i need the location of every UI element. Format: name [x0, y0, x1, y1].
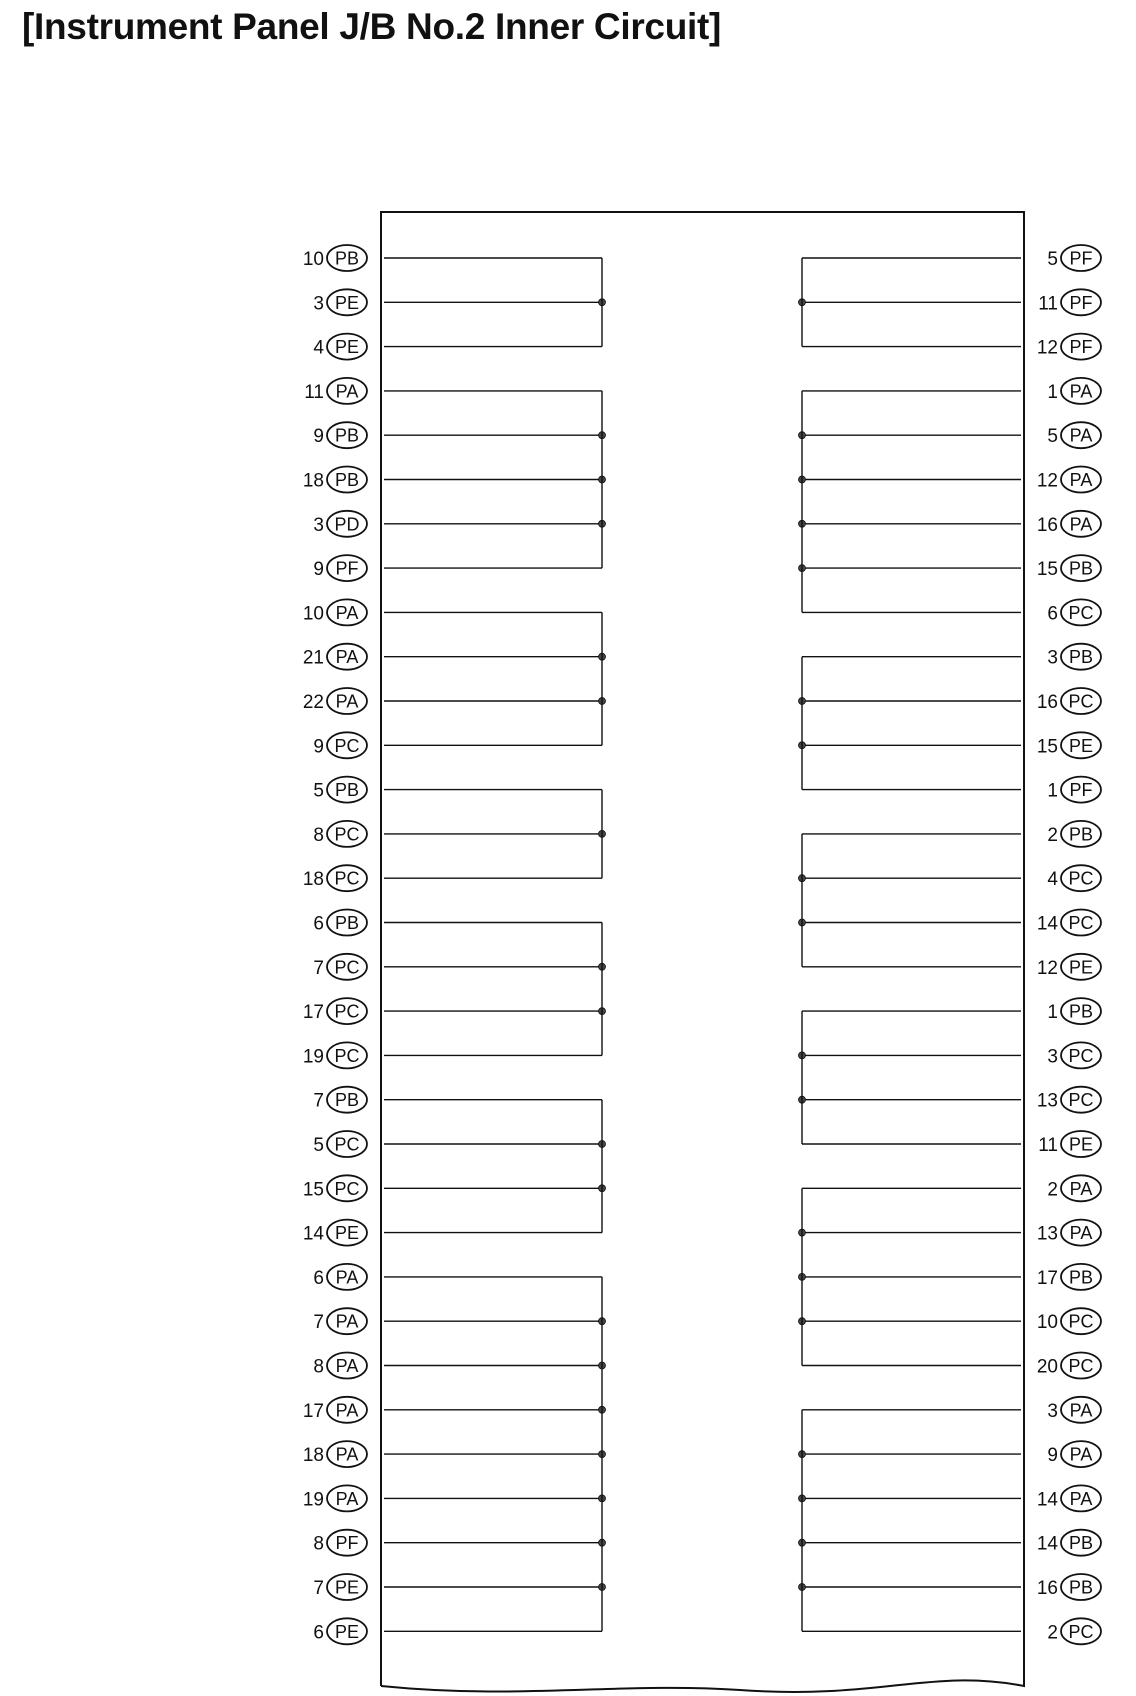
left-pin-11: [313, 732, 367, 758]
left-pin-0: [303, 245, 367, 271]
connector-code: PA: [1069, 1444, 1093, 1465]
pin-number: 6: [313, 1622, 324, 1644]
left-pin-6: [313, 511, 367, 537]
right-pin-3: [1047, 378, 1101, 404]
right-pin-29: [1037, 1530, 1101, 1556]
pin-number: 12: [1036, 957, 1058, 979]
left-pin-27: [303, 1441, 367, 1467]
connector-code: PC: [1068, 913, 1094, 933]
pin-number: 7: [313, 1578, 324, 1599]
connector-code: PA: [335, 381, 359, 402]
pin-number: 13: [1036, 1090, 1058, 1112]
pin-number: 18: [302, 470, 324, 492]
right-pin-31: [1047, 1618, 1101, 1644]
right-pin-27: [1047, 1441, 1101, 1467]
connector-code: PB: [1068, 1533, 1094, 1554]
right-pin-12: [1047, 777, 1101, 803]
left-pin-23: [313, 1264, 367, 1290]
connector-code: PB: [334, 470, 360, 490]
connector-code: PA: [1069, 381, 1093, 402]
right-pin-10: [1037, 688, 1101, 714]
connector-code: PB: [334, 248, 360, 269]
pin-number: 9: [313, 426, 324, 448]
connector-code: PC: [1068, 1621, 1094, 1642]
left-pin-24: [313, 1308, 367, 1334]
connector-code: PE: [1068, 957, 1094, 978]
pin-number: 1: [1047, 381, 1058, 403]
pin-number: 12: [1036, 470, 1058, 492]
connector-code: PE: [334, 337, 360, 358]
pin-number: 22: [302, 692, 324, 713]
connector-code: PF: [1069, 780, 1093, 801]
pin-number: 3: [1047, 1046, 1058, 1068]
right-pin-21: [1047, 1175, 1101, 1201]
pin-number: 7: [313, 1090, 324, 1112]
left-pin-26: [303, 1397, 367, 1423]
connector-code: PA: [335, 1356, 359, 1376]
connector-code: PB: [1068, 1001, 1094, 1022]
pin-number: 1: [1047, 1002, 1058, 1024]
connector-code: PC: [334, 1045, 360, 1066]
pin-number: 5: [313, 1135, 324, 1156]
pin-number: 20: [1036, 1356, 1058, 1378]
connector-code: PB: [334, 1090, 360, 1111]
connector-code: PC: [1068, 868, 1094, 889]
connector-code: PB: [1068, 824, 1094, 845]
page-title: [Instrument Panel J/B No.2 Inner Circuit]: [22, 6, 722, 47]
pin-number: 19: [302, 1046, 324, 1068]
left-pin-28: [303, 1485, 367, 1511]
left-pin-20: [313, 1131, 367, 1157]
connector-code: PA: [335, 1488, 359, 1509]
left-pin-3: [304, 378, 367, 404]
pin-number: 12: [1036, 337, 1058, 359]
left-pin-19: [313, 1087, 367, 1113]
right-pin-24: [1037, 1308, 1101, 1334]
right-circuit-group-5: [799, 1188, 1022, 1365]
connector-code: PF: [1069, 292, 1093, 313]
pin-number: 17: [1036, 1267, 1058, 1289]
right-pin-26: [1047, 1397, 1101, 1423]
right-pin-1: [1038, 289, 1101, 315]
right-pin-7: [1037, 555, 1101, 581]
right-pin-11: [1037, 732, 1101, 758]
left-circuit-group-6: [384, 1277, 606, 1631]
right-pin-30: [1037, 1574, 1101, 1600]
left-pin-29: [313, 1530, 367, 1556]
connector-code: PA: [1069, 425, 1093, 446]
left-pin-2: [313, 334, 367, 360]
pin-number: 17: [302, 1400, 324, 1422]
pin-number: 14: [1036, 1489, 1058, 1511]
left-pin-13: [313, 821, 367, 847]
right-circuit-group-0: [799, 258, 1022, 347]
connector-code: PC: [334, 1134, 360, 1155]
pins-layer: [303, 245, 1101, 1644]
pin-number: 6: [313, 913, 324, 935]
connector-code: PC: [334, 735, 360, 756]
pin-number: 3: [1047, 647, 1058, 669]
connector-code: PE: [1068, 1134, 1094, 1155]
pin-number: 5: [1047, 249, 1058, 270]
right-pin-14: [1047, 865, 1101, 891]
junction-block-outline: [381, 212, 1024, 1692]
connector-code: PE: [334, 1577, 360, 1598]
connector-code: PE: [334, 1621, 360, 1642]
connector-code: PA: [335, 1311, 359, 1332]
right-circuit-group-3: [799, 834, 1022, 967]
left-pin-14: [303, 865, 367, 891]
right-pin-5: [1037, 467, 1101, 493]
pin-number: 5: [1047, 426, 1058, 448]
connector-code: PA: [1069, 1178, 1093, 1199]
left-pin-1: [313, 289, 367, 315]
left-circuit-group-5: [384, 1100, 606, 1233]
connector-code: PA: [1069, 1488, 1093, 1509]
right-circuit-group-4: [799, 1011, 1022, 1144]
connector-code: PB: [334, 425, 360, 446]
connector-code: PC: [334, 1178, 360, 1199]
connector-code: PC: [1068, 1356, 1094, 1376]
connector-code: PA: [335, 1444, 359, 1465]
pin-number: 8: [313, 1533, 324, 1555]
pin-number: 9: [313, 559, 324, 581]
left-pin-31: [313, 1618, 367, 1644]
right-pin-0: [1047, 245, 1101, 271]
left-pin-18: [303, 1042, 367, 1068]
connector-code: PF: [1069, 337, 1093, 358]
pin-number: 5: [313, 780, 324, 802]
pin-number: 9: [1047, 1445, 1058, 1467]
right-pin-2: [1037, 334, 1101, 360]
pin-number: 18: [302, 1445, 324, 1467]
pin-number: 3: [1047, 1400, 1058, 1422]
left-circuit-group-3: [384, 790, 606, 879]
pin-number: 15: [1036, 736, 1058, 758]
pin-number: 13: [1036, 1223, 1058, 1245]
pin-number: 4: [1047, 869, 1058, 891]
connector-code: PA: [335, 1267, 359, 1288]
right-pin-15: [1037, 910, 1101, 936]
left-pin-16: [313, 954, 367, 980]
connector-code: PC: [1068, 691, 1094, 712]
connector-code: PB: [1068, 1577, 1094, 1598]
left-pin-25: [313, 1353, 367, 1379]
pin-number: 19: [302, 1489, 324, 1511]
pin-number: 17: [302, 1002, 324, 1024]
pin-number: 6: [313, 1267, 324, 1289]
connector-code: PC: [1068, 602, 1094, 623]
right-circuit-group-1: [799, 391, 1022, 613]
left-circuit-group-2: [384, 612, 606, 745]
pin-number: 1: [1047, 780, 1058, 802]
connector-code: PD: [334, 514, 360, 535]
pin-number: 7: [313, 1312, 324, 1334]
pin-number: 14: [1036, 913, 1058, 935]
connector-code: PA: [335, 1400, 359, 1421]
pin-number: 2: [1047, 1179, 1058, 1201]
connector-code: PA: [1069, 514, 1093, 535]
pin-number: 4: [313, 337, 324, 359]
left-circuit-group-1: [384, 391, 606, 568]
connector-code: PC: [1068, 1090, 1094, 1111]
pin-number: 11: [1038, 293, 1058, 315]
right-circuit-group-2: [799, 657, 1022, 790]
left-pin-22: [303, 1220, 367, 1246]
right-pin-13: [1047, 821, 1101, 847]
connector-code: PC: [1068, 1311, 1094, 1332]
left-pin-7: [313, 555, 367, 581]
pin-number: 15: [302, 1179, 324, 1201]
connector-code: PC: [1068, 1045, 1094, 1066]
connector-code: PC: [334, 957, 360, 978]
connector-code: PA: [335, 691, 359, 712]
left-pin-21: [303, 1175, 367, 1201]
connector-code: PE: [334, 1223, 360, 1244]
right-pin-20: [1038, 1131, 1101, 1157]
connector-code: PB: [1068, 647, 1094, 668]
connector-code: PB: [1068, 558, 1094, 579]
right-pin-23: [1037, 1264, 1101, 1290]
pin-number: 3: [313, 293, 324, 315]
connector-code: PA: [1069, 1223, 1093, 1244]
connector-code: PC: [334, 1001, 360, 1022]
left-pin-17: [303, 998, 367, 1024]
right-pin-16: [1037, 954, 1101, 980]
connector-code: PF: [1069, 248, 1093, 269]
right-pin-9: [1047, 644, 1101, 670]
pin-number: 14: [1036, 1533, 1058, 1555]
pin-number: 21: [302, 647, 324, 669]
connector-code: PA: [335, 602, 359, 623]
connector-code: PA: [335, 647, 359, 668]
wires-layer: [384, 258, 1021, 1631]
pin-number: 10: [302, 603, 324, 625]
connector-code: PE: [334, 292, 360, 313]
pin-number: 8: [313, 824, 324, 846]
connector-code: PF: [335, 558, 359, 579]
pin-number: 3: [313, 514, 324, 536]
connector-code: PC: [334, 824, 360, 845]
right-circuit-group-6: [799, 1410, 1022, 1632]
pin-number: 10: [302, 249, 324, 270]
left-pin-30: [313, 1574, 367, 1600]
connector-code: PB: [1068, 1267, 1094, 1288]
connector-code: PB: [334, 780, 360, 801]
left-pin-5: [303, 467, 367, 493]
connector-code: PE: [1068, 735, 1094, 756]
right-pin-22: [1037, 1220, 1101, 1246]
connector-code: PA: [1069, 1400, 1093, 1421]
right-pin-25: [1037, 1353, 1101, 1379]
left-circuit-group-4: [384, 923, 606, 1056]
pin-number: 11: [304, 381, 324, 403]
left-pin-10: [303, 688, 367, 714]
pin-number: 7: [313, 957, 324, 979]
left-circuit-group-0: [384, 258, 606, 347]
connector-code: PB: [334, 913, 360, 933]
pin-number: 11: [1038, 1135, 1058, 1156]
connector-code: PC: [334, 868, 360, 889]
connector-code: PF: [335, 1533, 359, 1554]
left-pin-12: [313, 777, 367, 803]
left-pin-15: [313, 910, 367, 936]
pin-number: 9: [313, 736, 324, 758]
left-pin-8: [303, 599, 367, 625]
pin-number: 10: [1036, 1312, 1058, 1334]
connector-code: PA: [1069, 470, 1093, 490]
left-pin-4: [313, 422, 367, 448]
right-pin-8: [1047, 599, 1101, 625]
pin-number: 16: [1036, 692, 1058, 713]
pin-number: 16: [1036, 514, 1058, 536]
right-pin-28: [1037, 1485, 1101, 1511]
pin-number: 2: [1047, 824, 1058, 846]
right-pin-6: [1037, 511, 1101, 537]
pin-number: 16: [1036, 1578, 1058, 1599]
pin-number: 6: [1047, 603, 1058, 625]
pin-number: 18: [302, 869, 324, 891]
pin-number: 2: [1047, 1622, 1058, 1644]
right-pin-19: [1037, 1087, 1101, 1113]
pin-number: 15: [1036, 559, 1058, 581]
right-pin-17: [1047, 998, 1101, 1024]
pin-number: 8: [313, 1356, 324, 1378]
left-pin-9: [303, 644, 367, 670]
pin-number: 14: [302, 1223, 324, 1245]
right-pin-18: [1047, 1042, 1101, 1068]
right-pin-4: [1047, 422, 1101, 448]
